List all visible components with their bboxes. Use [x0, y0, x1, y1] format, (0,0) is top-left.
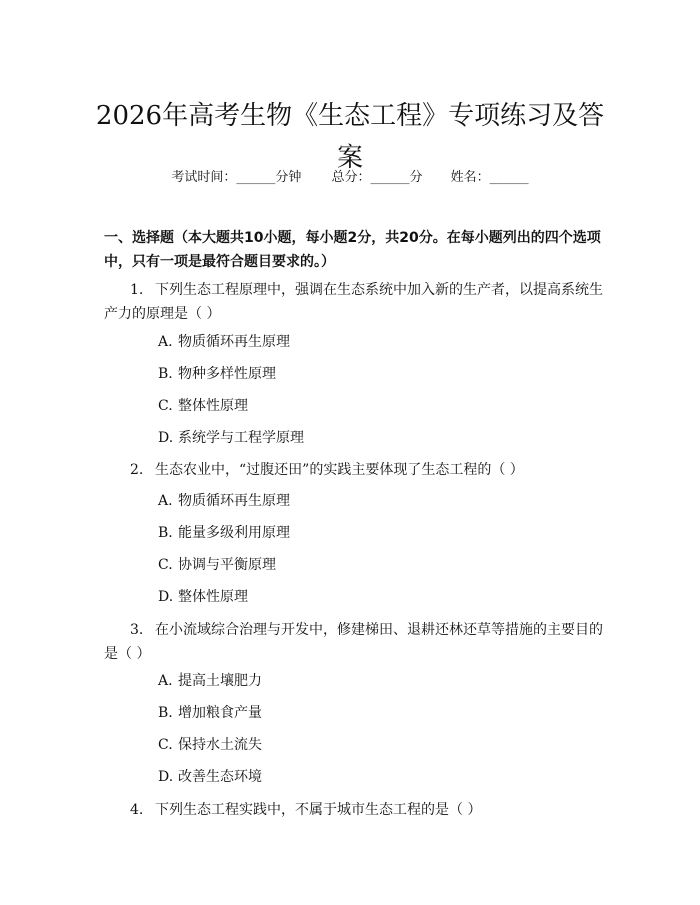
- question-2-option-b: [158, 523, 290, 543]
- option-text: 物种多样性原理: [178, 366, 276, 382]
- question-text: 下列生态工程实践中，不属于城市生态工程的是（ ）: [155, 802, 482, 818]
- option-letter: B.: [158, 525, 173, 541]
- question-1: [104, 278, 604, 326]
- option-letter: C.: [158, 737, 173, 753]
- question-text: 下列生态工程原理中，强调在生态系统中加入新的生产者，以提高系统生产力的原理是（ ）: [104, 282, 603, 322]
- question-number: 1.: [130, 282, 144, 298]
- question-1-option-d: [158, 428, 304, 448]
- option-text: 保持水土流失: [178, 737, 262, 753]
- question-3-option-b: [158, 703, 262, 723]
- question-2-option-d: [158, 587, 248, 607]
- question-3-option-c: [158, 735, 262, 755]
- option-text: 协调与平衡原理: [178, 557, 276, 573]
- question-4: [104, 798, 604, 822]
- option-text: 整体性原理: [178, 398, 248, 414]
- option-text: 物质循环再生原理: [178, 493, 290, 509]
- exam-time-label: 考试时间：______分钟: [171, 170, 302, 185]
- question-3-option-a: [158, 671, 262, 691]
- option-text: 增加粮食产量: [178, 705, 262, 721]
- question-1-option-b: [158, 364, 276, 384]
- option-letter: B.: [158, 705, 173, 721]
- option-letter: D.: [158, 769, 174, 785]
- option-text: 整体性原理: [178, 589, 248, 605]
- question-2: [104, 458, 604, 482]
- page-title: 2026年高考生物《生态工程》专项练习及答案: [95, 101, 605, 174]
- option-text: 系统学与工程学原理: [178, 430, 304, 446]
- total-score-label: 总分：______分: [331, 170, 423, 185]
- option-letter: C.: [158, 557, 173, 573]
- question-2-option-a: [158, 491, 290, 511]
- question-1-option-c: [158, 396, 248, 416]
- question-number: 3.: [130, 622, 144, 638]
- question-number: 4.: [130, 802, 144, 818]
- question-text: 生态农业中，“过腹还田”的实践主要体现了生态工程的（ ）: [155, 462, 524, 478]
- option-letter: A.: [158, 673, 173, 689]
- question-1-option-a: [158, 332, 290, 352]
- option-letter: A.: [158, 334, 173, 350]
- question-3-option-d: [158, 767, 262, 787]
- option-letter: B.: [158, 366, 173, 382]
- student-name-label: 姓名：______: [450, 170, 529, 185]
- option-letter: A.: [158, 493, 173, 509]
- question-number: 2.: [130, 462, 144, 478]
- option-letter: D.: [158, 430, 174, 446]
- option-text: 提高土壤肥力: [178, 673, 262, 689]
- option-letter: D.: [158, 589, 174, 605]
- option-text: 物质循环再生原理: [178, 334, 290, 350]
- question-text: 在小流域综合治理与开发中，修建梯田、退耕还林还草等措施的主要目的是（ ）: [104, 622, 603, 662]
- option-text: 改善生态环境: [178, 769, 262, 785]
- option-letter: C.: [158, 398, 173, 414]
- question-3: [104, 618, 604, 666]
- question-2-option-c: [158, 555, 276, 575]
- section-heading: 一、选择题（本大题共10小题，每小题2分，共20分。在每小题列出的四个选项中，只有一项是最符合题目要求的。）: [104, 230, 601, 270]
- option-text: 能量多级利用原理: [178, 525, 290, 541]
- exam-meta: [0, 168, 700, 188]
